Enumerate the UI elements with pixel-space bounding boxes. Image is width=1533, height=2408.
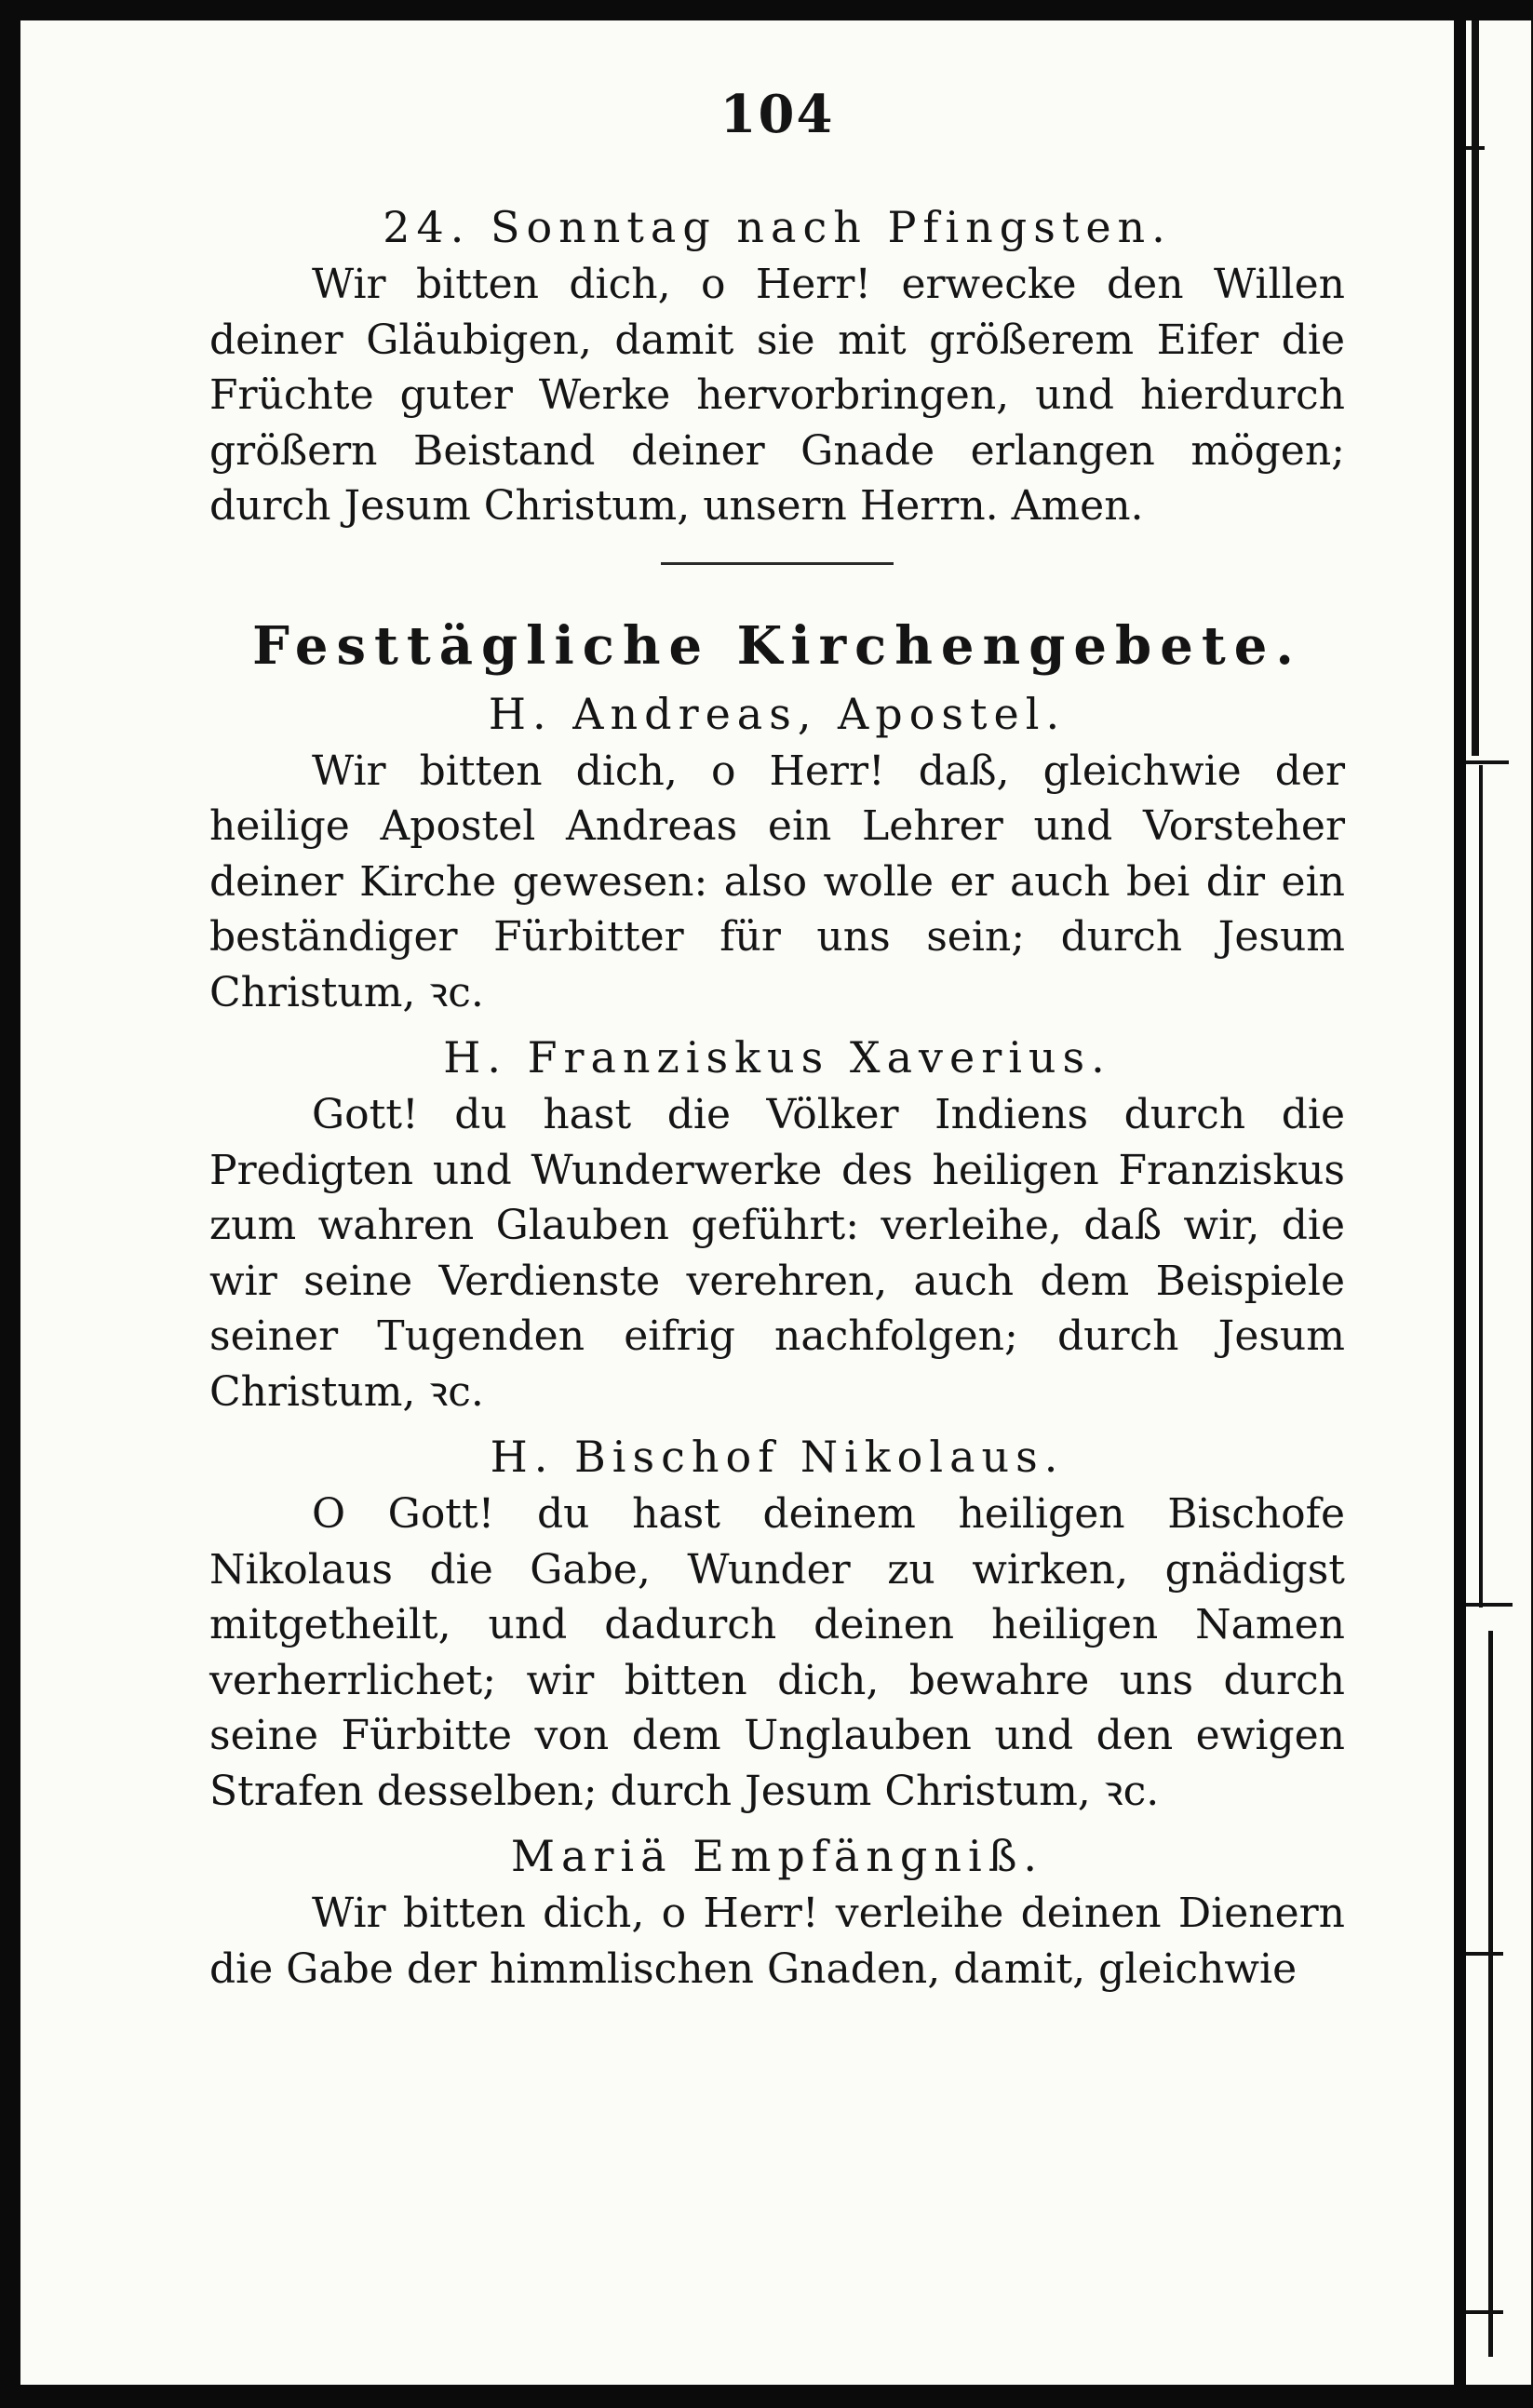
prayer-nikolaus	[209, 1429, 1345, 1819]
prayer-paragraph: Gott! du hast die Völker Indiens durch die Predigten und Wunderwerke des heiligen Franziskus zum wahren Glauben geführt: verleihe, daß wir, die wir seine Verdienste verehren, auch dem Beispiele seiner Tugenden eifrig nachfolgen; durch Jesum Christum, ꝛc.	[209, 1091, 1345, 1416]
gutter-bracket-line	[1479, 765, 1483, 1608]
main-heading: Festtägliche Kirchengebete.	[252, 614, 1302, 677]
prayer-franziskus	[209, 1029, 1345, 1419]
page-number: 104	[719, 84, 835, 145]
gutter-tick	[1466, 1603, 1513, 1607]
prayer-heading: H. Bischof Nikolaus.	[490, 1432, 1065, 1482]
gutter-tick	[1466, 2310, 1503, 2314]
prayer-heading: H. Andreas, Apostel.	[488, 688, 1067, 739]
prayer-heading: Mariä Empfängniß.	[510, 1831, 1044, 1881]
gutter-rule-lower	[1488, 1631, 1493, 2357]
prayer-andreas	[209, 686, 1345, 1021]
section-heading: 24. Sonntag nach Pfingsten.	[383, 202, 1172, 252]
prayer-paragraph: Wir bitten dich, o Herr! daß, gleichwie der heilige Apostel Andreas ein Lehrer und Vorsteher deiner Kirche gewesen: also wolle er auch bei dir ein beständiger Fürbitter für uns sein; durch Jesum Christum, ꝛc.	[209, 747, 1345, 1016]
text-block	[209, 84, 1345, 2006]
gutter-tick	[1466, 146, 1485, 150]
divider-rule	[661, 562, 894, 565]
gutter-tick	[1466, 760, 1509, 764]
prayer-heading: H. Franziskus Xaverius.	[443, 1032, 1111, 1083]
prayer-paragraph: Wir bitten dich, o Herr! verleihe deinen Dienern die Gabe der himmlischen Gnaden, damit, gleichwie	[209, 1890, 1345, 1993]
gutter-tick	[1466, 1952, 1503, 1956]
section-sunday-prayer	[209, 199, 1345, 534]
section-paragraph: Wir bitten dich, o Herr! erwecke den Willen deiner Gläubigen, damit sie mit größerem Eifer die Früchte guter Werke hervorbringen, und hierdurch größern Beistand deiner Gnade erlangen mögen; durch Jesum Christum, unsern Herrn. Amen.	[209, 261, 1345, 530]
prayer-paragraph: O Gott! du hast deinem heiligen Bischofe Nikolaus die Gabe, Wunder zu wirken, gnädigst mitgetheilt, und dadurch deinen heiligen Namen verherrlichet; wir bitten dich, bewahre uns durch seine Fürbitte von dem Unglauben und den ewigen Strafen desselben; durch Jesum Christum, ꝛc.	[209, 1490, 1345, 1815]
page-gutter	[1466, 20, 1531, 2385]
prayer-maria	[209, 1828, 1345, 1997]
gutter-rule-upper	[1472, 20, 1479, 756]
